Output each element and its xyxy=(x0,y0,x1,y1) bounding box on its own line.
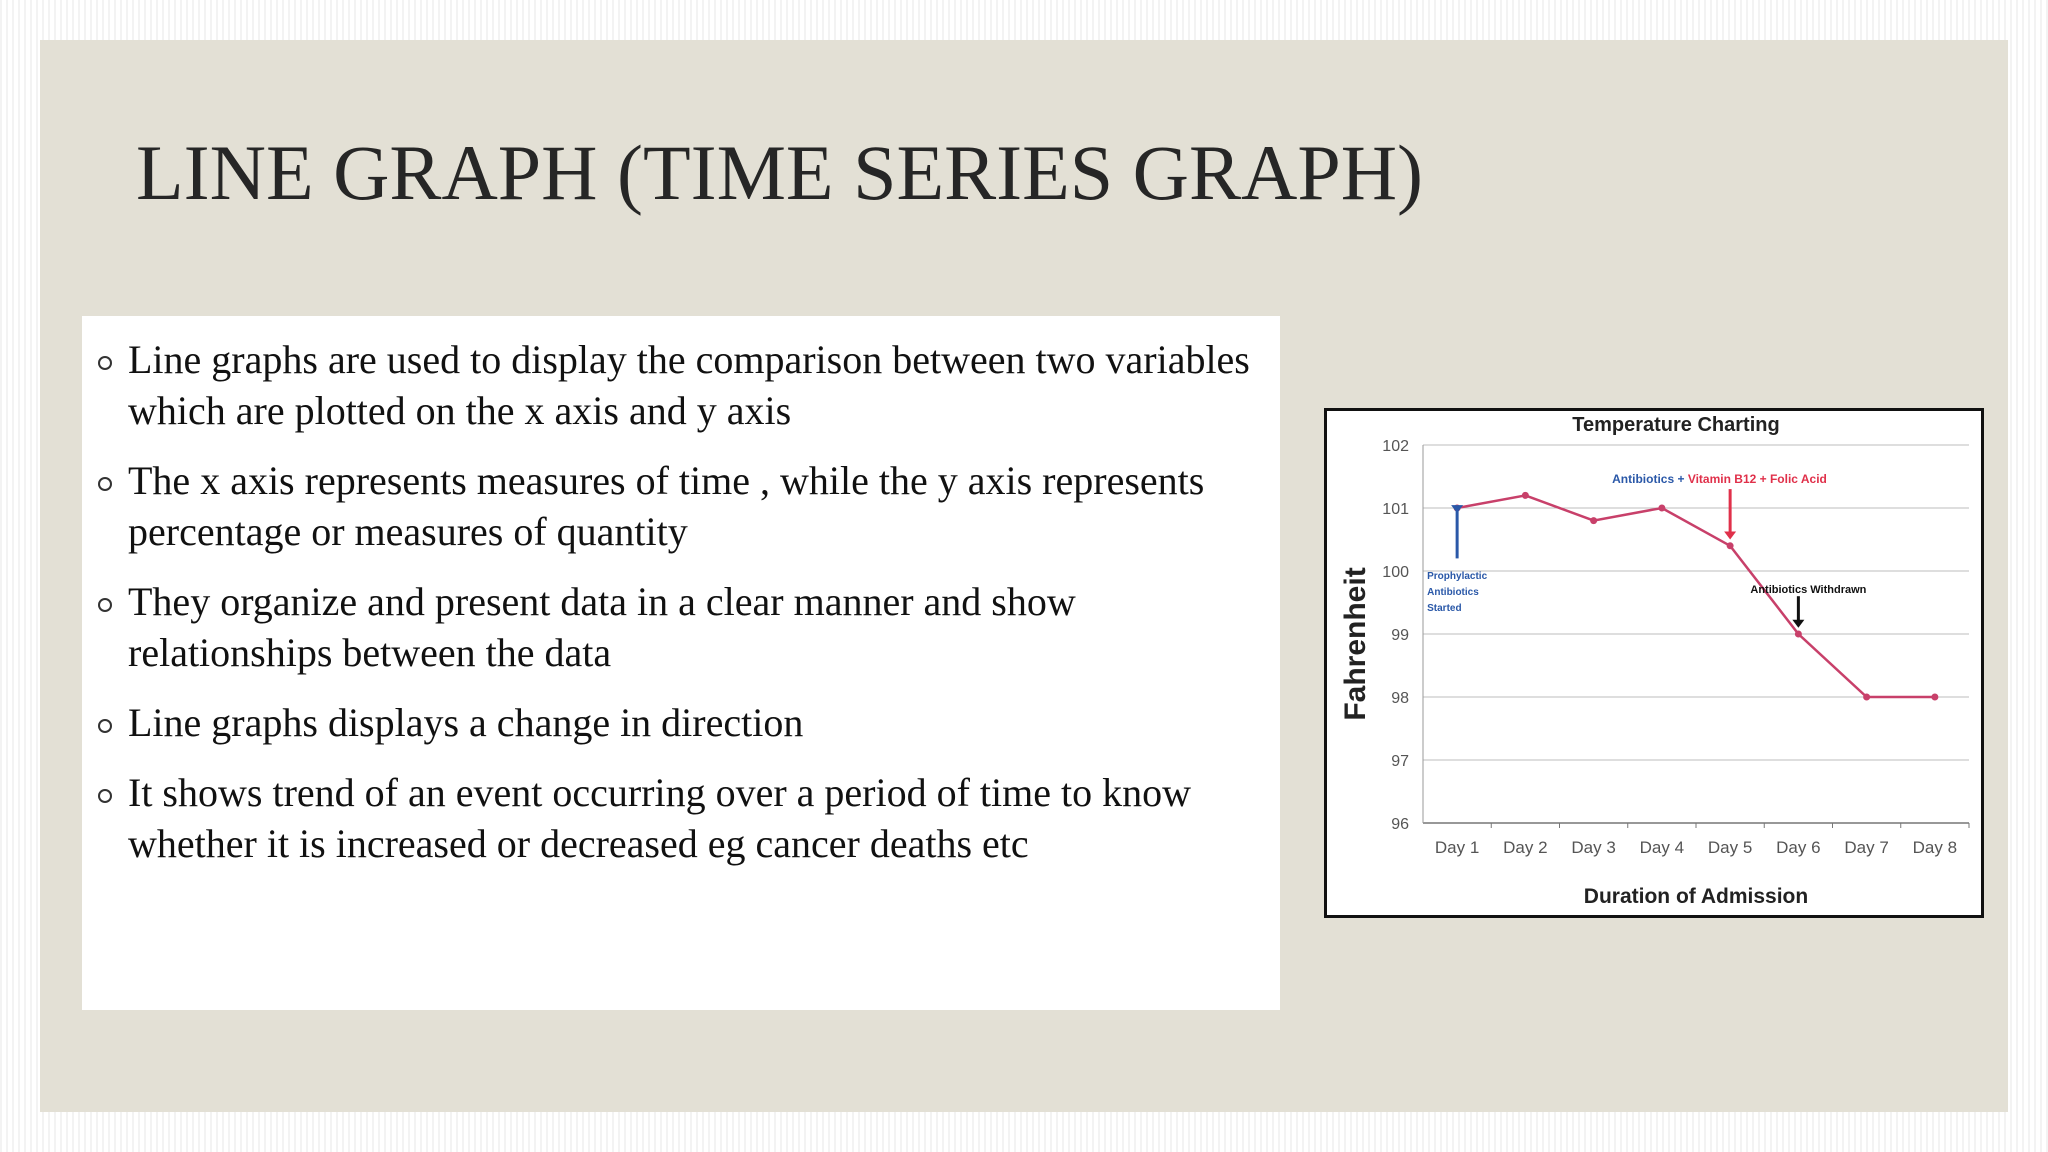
x-tick-label: Day 6 xyxy=(1776,838,1821,857)
annotation-arrow-head xyxy=(1792,620,1804,628)
y-axis-label: Fahrenheit xyxy=(1339,567,1372,721)
bullet-text: Line graphs displays a change in direction xyxy=(128,700,804,745)
chart-svg xyxy=(1327,411,1981,915)
annotation-label: Prophylactic xyxy=(1427,571,1488,582)
bullet-item xyxy=(82,576,1280,678)
bullet-text: They organize and present data in a clear manner and show relationships between the data xyxy=(128,579,1076,675)
bullet-circle-icon xyxy=(98,719,112,733)
temperature-chart xyxy=(1324,408,1984,918)
annotation-label: Antibiotics xyxy=(1427,587,1479,598)
y-tick-label: 102 xyxy=(1382,438,1409,455)
data-point xyxy=(1863,694,1870,701)
annotation-arrow-head xyxy=(1451,505,1463,513)
chart-title: Temperature Charting xyxy=(1572,414,1780,436)
x-tick-label: Day 3 xyxy=(1571,838,1616,857)
y-tick-label: 101 xyxy=(1382,501,1409,518)
data-point xyxy=(1658,505,1665,512)
bullet-text: Line graphs are used to display the comparison between two variables which are plotted on the x axis and y axis xyxy=(128,337,1250,433)
x-tick-label: Day 8 xyxy=(1912,838,1958,857)
data-point xyxy=(1727,542,1734,549)
series-line xyxy=(1457,495,1935,697)
y-tick-label: 97 xyxy=(1391,753,1409,770)
data-point xyxy=(1795,631,1802,638)
x-axis-label: Duration of Admission xyxy=(1583,885,1809,908)
x-tick-label: Day 2 xyxy=(1503,838,1548,857)
text-box xyxy=(82,316,1280,1010)
bullet-circle-icon xyxy=(98,356,112,370)
y-tick-label: 100 xyxy=(1382,564,1409,581)
x-tick-label: Day 4 xyxy=(1639,838,1685,857)
bullet-item xyxy=(82,455,1280,557)
data-point xyxy=(1522,492,1529,499)
slide-title: LINE GRAPH (TIME SERIES GRAPH) xyxy=(136,129,1423,216)
annotation-label-highlight: Vitamin B12 + Folic Acid xyxy=(1687,471,1827,486)
x-tick-label: Day 7 xyxy=(1844,838,1889,857)
annotation-label-part: Antibiotics + xyxy=(1612,471,1688,486)
bullet-list xyxy=(82,316,1280,869)
y-tick-label: 99 xyxy=(1391,627,1409,644)
x-tick-label: Day 1 xyxy=(1434,838,1480,857)
y-tick-label: 98 xyxy=(1391,690,1409,707)
bullet-item xyxy=(82,334,1280,436)
y-tick-label: 96 xyxy=(1391,816,1409,833)
x-tick-label: Day 5 xyxy=(1707,838,1753,857)
bullet-circle-icon xyxy=(98,477,112,491)
bullet-text: The x axis represents measures of time , while the y axis represents percentage or measures of quantity xyxy=(128,458,1205,554)
annotation-label: Antibiotics Withdrawn xyxy=(1750,584,1867,597)
data-point xyxy=(1931,694,1938,701)
bullet-item xyxy=(82,767,1280,869)
annotation-arrow-head xyxy=(1724,532,1736,540)
annotation-label: Started xyxy=(1427,603,1462,614)
bullet-text: It shows trend of an event occurring over a period of time to know whether it is increased or decreased eg cancer deaths etc xyxy=(128,770,1192,866)
annotation-label xyxy=(1612,472,1827,486)
slide xyxy=(40,40,2008,1112)
bullet-item xyxy=(82,697,1280,748)
data-point xyxy=(1590,517,1597,524)
bullet-circle-icon xyxy=(98,789,112,803)
bullet-circle-icon xyxy=(98,598,112,612)
